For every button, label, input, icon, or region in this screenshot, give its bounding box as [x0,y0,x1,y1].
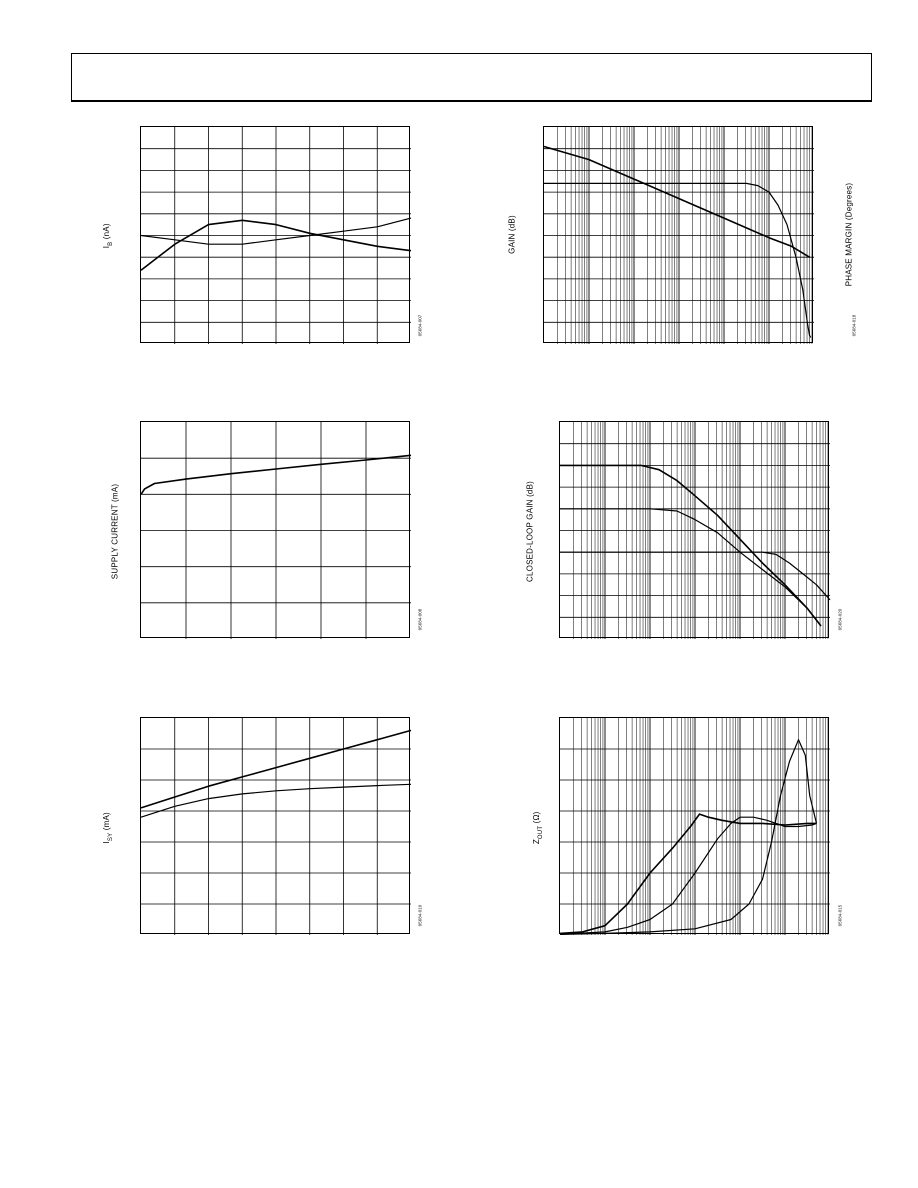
chart-svg [141,422,411,639]
figure-code: 05684-008 [417,608,423,631]
y-axis-label: GAIN (dB) [507,215,517,254]
y-axis-label-right: PHASE MARGIN (Degrees) [844,182,854,287]
y-axis-label: $I_{SY}$ (mA) [102,812,114,844]
plot-area [559,421,829,638]
plot-area [140,126,410,343]
figure-code: 05684-020 [837,608,843,631]
y-axis-label: $I_B$ (nA) [102,223,114,249]
page-header-box [71,53,872,102]
y-axis-label: $Z_{OUT}$ (Ω) [532,811,544,845]
chart-svg [560,718,830,935]
chart-svg [560,422,830,639]
y-axis-label: SUPPLY CURRENT (mA) [110,483,120,580]
plot-area [140,717,410,934]
chart-svg [141,127,411,344]
plot-area [543,126,813,343]
figure-code: 05684-015 [837,904,843,927]
plot-area [140,421,410,638]
chart-svg [544,127,814,344]
plot-area [559,717,829,934]
figure-code: 05684-010 [417,904,423,927]
y-axis-label: CLOSED-LOOP GAIN (dB) [525,481,535,582]
chart-svg [141,718,411,935]
series-line-2 [544,183,811,337]
figure-code: 05684-018 [851,314,857,337]
figure-code: 05684-007 [417,314,423,337]
